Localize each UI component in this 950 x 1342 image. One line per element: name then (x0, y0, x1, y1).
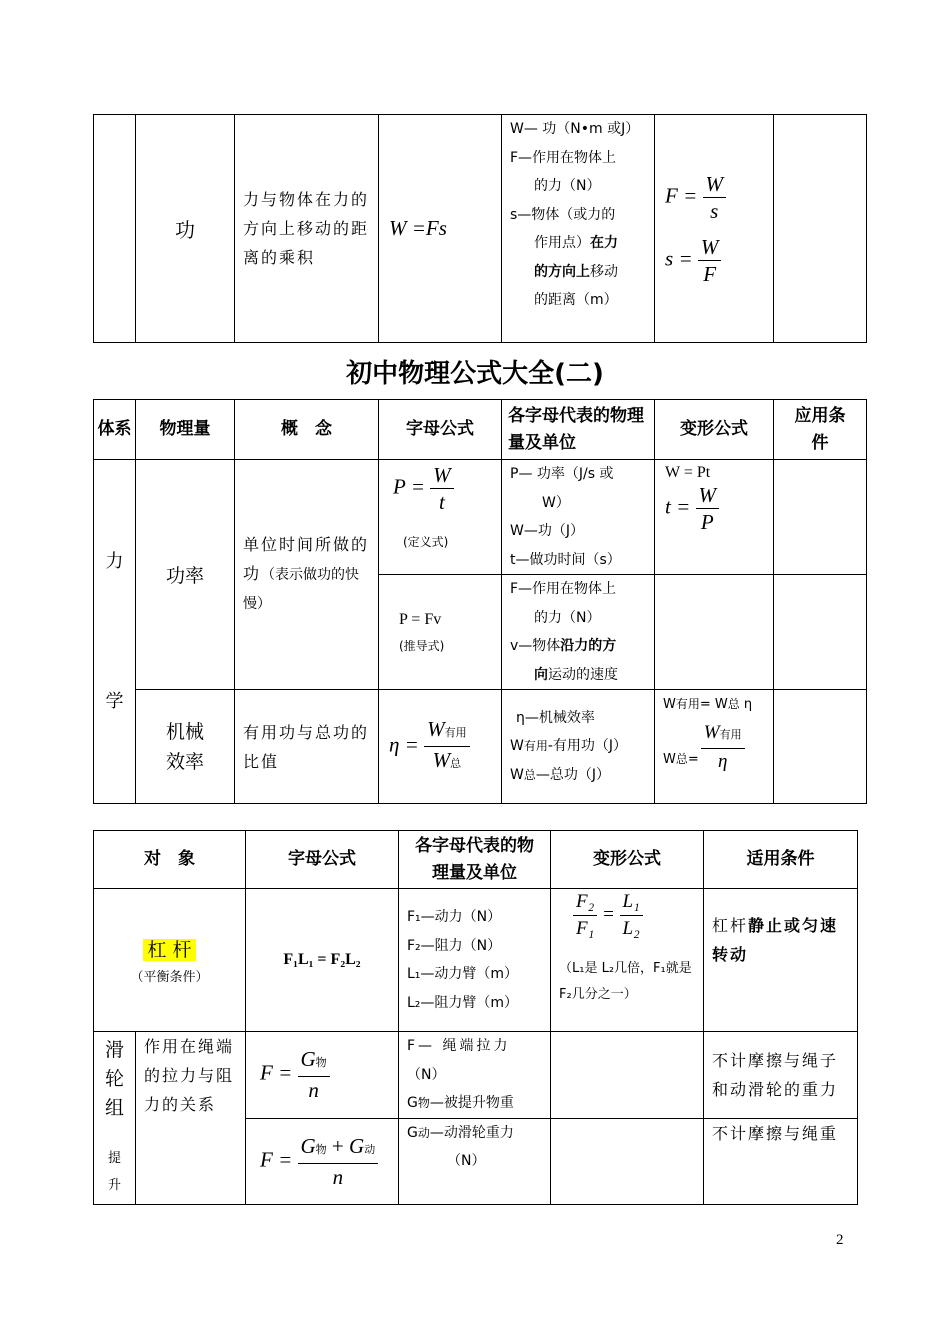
unit-l2: L₂—阻力臂（m） (407, 994, 519, 1011)
header-units: 各字母代表的物理量及单位 (502, 400, 655, 460)
unit-l1: L₁—动力臂（m） (407, 966, 519, 982)
variant-w-pt: W = Pt (665, 464, 711, 481)
formula-pulley-1: F = $\frac{\text{G物}}{n}$ (246, 1032, 399, 1119)
unit-pulley-g-rest: —被提升物重 (429, 1095, 514, 1111)
header-formula-3: 字母公式 (246, 831, 399, 889)
pulley2-num-a: G (300, 1133, 316, 1158)
units-power-2 (502, 575, 655, 690)
mechanics-table (93, 399, 867, 804)
system-cell (94, 115, 136, 343)
lever-row (94, 889, 858, 1032)
var-eff-den: η (717, 750, 728, 772)
pulley1-den: n (308, 1078, 319, 1103)
condition-efficiency (774, 690, 867, 804)
page-title: 初中物理公式大全(二) (346, 359, 604, 389)
header-quantity: 物理量 (136, 400, 235, 460)
unit-v-cont: 运动的速度 (548, 666, 618, 683)
unit-pulley-f-cont: （N） (407, 1066, 446, 1083)
var2-den: F (703, 261, 717, 286)
var-t-den: P (700, 510, 714, 534)
concept-pulley (136, 1032, 246, 1205)
units-lever (399, 889, 551, 1032)
power-row-1 (94, 460, 867, 575)
header-units-3: 各字母代表的物理量及单位 (399, 831, 551, 889)
var-eff-l2: W (663, 752, 676, 767)
quantity-work: 功 (136, 115, 235, 343)
pulley-concept: 作用在绳端的拉力与阻力的关系 (144, 1037, 235, 1114)
quantity-efficiency (136, 690, 235, 804)
power-lhs: P (393, 474, 406, 499)
header-variant-3: 变形公式 (551, 831, 704, 889)
efficiency-name: 机械效率 (165, 720, 204, 773)
condition-pulley-2: 不计摩擦与绳重 (704, 1118, 858, 1204)
concept-power (235, 460, 379, 690)
unit-f: F—作用在物体上 (510, 149, 617, 166)
pulley1-lhs: F (260, 1060, 273, 1085)
variant-lever: $\frac{\text{F₂}}{\text{F₁}}$ = $\frac{\text{L₁}}{\text{L₂}}$ （L₁是 L₂几倍，F₁就是 F₂几分之一） (551, 889, 704, 1032)
unit-f-cont: 的力（N） (534, 178, 601, 194)
unit-s-cont3: 的距离（m） (534, 292, 618, 308)
variant-efficiency (655, 690, 774, 804)
unit-f2-lever: F₂—阻力（N） (407, 937, 502, 954)
header-condition: 应用条件 (774, 400, 867, 460)
var-eff-l2-sub: 总 (675, 752, 688, 766)
power-den: t (438, 490, 445, 514)
page-number: 2 (836, 1232, 844, 1248)
quantity-power: 功率 (136, 460, 235, 690)
unit-wy-sub: 有用 (523, 739, 548, 754)
unit-f1: F₁—动力（N） (407, 909, 502, 925)
eff-num: W (427, 717, 445, 741)
lever-name: 杠 杆 (143, 939, 195, 961)
unit-s-cont: 作用点） (534, 235, 590, 251)
efficiency-row (94, 690, 867, 804)
unit-gd-sub: 动 (417, 1125, 430, 1140)
unit-s: s—物体（或力的 (510, 206, 616, 223)
power-derived-note: (推导式) (399, 638, 445, 653)
var-eff-num-sub: 有用 (719, 727, 742, 741)
lever-cond-b: 静止或匀速转动 (712, 916, 839, 964)
variant-pulley-2 (551, 1118, 704, 1204)
concept-work: 力与物体在力的方向上移动的距离的乘积 (235, 115, 379, 343)
variant-pulley-1 (551, 1032, 704, 1119)
pulley-row-1 (94, 1032, 858, 1119)
pulley2-plus: + (331, 1133, 344, 1158)
units-work (502, 115, 655, 343)
eff-num-sub: 有用 (444, 726, 467, 739)
unit-wy-rest: -有用功（J） (547, 738, 628, 755)
power-def-note: (定义式) (403, 535, 449, 549)
var1-num: W (703, 171, 727, 198)
unit-wy: W (510, 738, 524, 755)
unit-t: t—做功时间（s） (510, 551, 621, 568)
unit-w: W— 功（N•m 或J） (510, 121, 640, 137)
units-pulley-2 (399, 1118, 551, 1204)
variant-power-2 (655, 575, 774, 690)
header-variant: 变形公式 (655, 400, 774, 460)
lever-note: （平衡条件） (130, 970, 209, 985)
pulley1-num: G (300, 1047, 316, 1072)
unit-v-bold: 沿力的方 (560, 638, 617, 654)
concept-efficiency: 有用功与总功的比值 (235, 690, 379, 804)
work-row (94, 115, 867, 343)
unit-s-bold: 在力 (590, 235, 618, 251)
formula-lever: F₁L₁ = F₂L₂ (246, 889, 399, 1032)
lever-variant-note: （L₁是 L₂几倍，F₁就是 F₂几分之一） (559, 961, 692, 1002)
eff-den-sub: 总 (450, 757, 462, 770)
pulley2-num-b-sub: 动 (364, 1142, 376, 1156)
unit-w2: W—功（J） (510, 523, 584, 539)
unit-pulley-g: G (407, 1095, 418, 1111)
power-fv: P = Fv (399, 610, 442, 628)
unit-p: P— 功率（J/s 或 (510, 466, 614, 482)
system-mechanics (94, 460, 136, 804)
eff-lhs: η (389, 732, 400, 757)
variant-power: W = Pt t = $\frac{W}{P}$ (655, 460, 774, 575)
unit-wz-sub: 总 (523, 767, 536, 782)
header-condition-3: 适用条件 (704, 831, 858, 889)
formula-rhs: Fs (425, 216, 447, 240)
unit-wz: W (510, 766, 524, 783)
eff-den: W (432, 748, 451, 772)
condition-power-2 (774, 575, 867, 690)
unit-s-cont2: 移动 (590, 263, 618, 280)
unit-s-bold2: 的方向上 (534, 263, 590, 280)
unit-eta: η—机械效率 (516, 709, 595, 726)
pulley2-lhs: F (260, 1146, 273, 1171)
var-eff-sub2: 总 (727, 697, 740, 711)
unit-gd-rest: —动滑轮重力 (429, 1124, 514, 1141)
header-formula: 字母公式 (379, 400, 502, 460)
formula-pulley-2: F = $\frac{\text{G物 + G动}}{n}$ (246, 1118, 399, 1204)
lever-b-den: L₂ (622, 918, 640, 939)
machines-table (93, 830, 858, 1205)
system-char-2: 学 (105, 690, 124, 712)
formula-work: W =Fs (379, 115, 502, 343)
system-char-1: 力 (105, 550, 124, 572)
pulley2-den: n (332, 1164, 344, 1189)
unit-pulley-f: F— 绳端拉力 (407, 1038, 511, 1054)
var2-lhs: s (665, 245, 674, 270)
concept-power-main: 单位时间所做的功 (243, 535, 370, 583)
pulley-sub: 提升 (107, 1151, 121, 1193)
var-eff-l2-eq: = (687, 752, 699, 767)
unit-f2: F—作用在物体上 (510, 581, 617, 597)
units-pulley-1 (399, 1032, 551, 1119)
formula-lhs: W (389, 216, 407, 240)
var-t-lhs: t (665, 494, 671, 519)
header-row-3 (94, 831, 858, 889)
var1-den: s (710, 198, 719, 223)
unit-v: v—物体 (510, 638, 561, 654)
unit-p-cont: W） (542, 494, 570, 511)
units-efficiency (502, 690, 655, 804)
var-eff-end: η (739, 697, 753, 712)
var1-lhs: F (665, 182, 678, 207)
var2-num: W (698, 234, 722, 261)
condition-pulley-1: 不计摩擦与绳子和动滑轮的重力 (704, 1032, 858, 1119)
variant-work: F = $\frac{W}{s}$ s = $\frac{W}{F}$ (655, 115, 774, 343)
power-num: W (430, 462, 454, 489)
header-concept: 概 念 (235, 400, 379, 460)
condition-power-1 (774, 460, 867, 575)
header-row (94, 400, 867, 460)
object-pulley (94, 1032, 136, 1205)
unit-wz-rest: —总功（J） (535, 766, 610, 783)
pulley2-num-b: G (349, 1133, 365, 1158)
pulley1-num-sub: 物 (315, 1056, 327, 1070)
formula-power-def: P = $\frac{W}{t}$ (定义式) (379, 460, 502, 575)
lever-a-num: F₂ (573, 889, 597, 916)
units-power-1 (502, 460, 655, 575)
var-eff-num: W (703, 721, 720, 743)
lever-b-num: L₁ (620, 889, 643, 916)
header-object: 对 象 (94, 831, 246, 889)
unit-gd-cont: （N） (447, 1153, 486, 1169)
var-t-num: W (696, 482, 720, 509)
header-system: 体系 (94, 400, 136, 460)
pulley-name: 滑轮组 (104, 1039, 124, 1119)
concept-power-note: （表示做功的快慢） (243, 567, 360, 612)
var-eff-mid: = W (699, 697, 728, 712)
formula-power-derived (379, 575, 502, 690)
object-lever (94, 889, 246, 1032)
condition-lever (704, 889, 858, 1032)
unit-f2-cont: 的力（N） (534, 609, 601, 626)
pulley2-num-a-sub: 物 (315, 1142, 327, 1156)
unit-v-bold2: 向 (534, 666, 548, 683)
lever-a-den: F₁ (576, 918, 595, 939)
unit-pulley-g-sub: 物 (417, 1096, 430, 1110)
var-eff-sub: 有用 (675, 697, 700, 711)
work-table (93, 114, 867, 343)
lever-cond-a: 杠杆 (712, 916, 749, 935)
var-eff-w: W (663, 697, 676, 712)
formula-efficiency: η = $\frac{\text{W有用}}{\text{W总}}$ (379, 690, 502, 804)
unit-gd: G (407, 1124, 418, 1141)
condition-work (774, 115, 867, 343)
